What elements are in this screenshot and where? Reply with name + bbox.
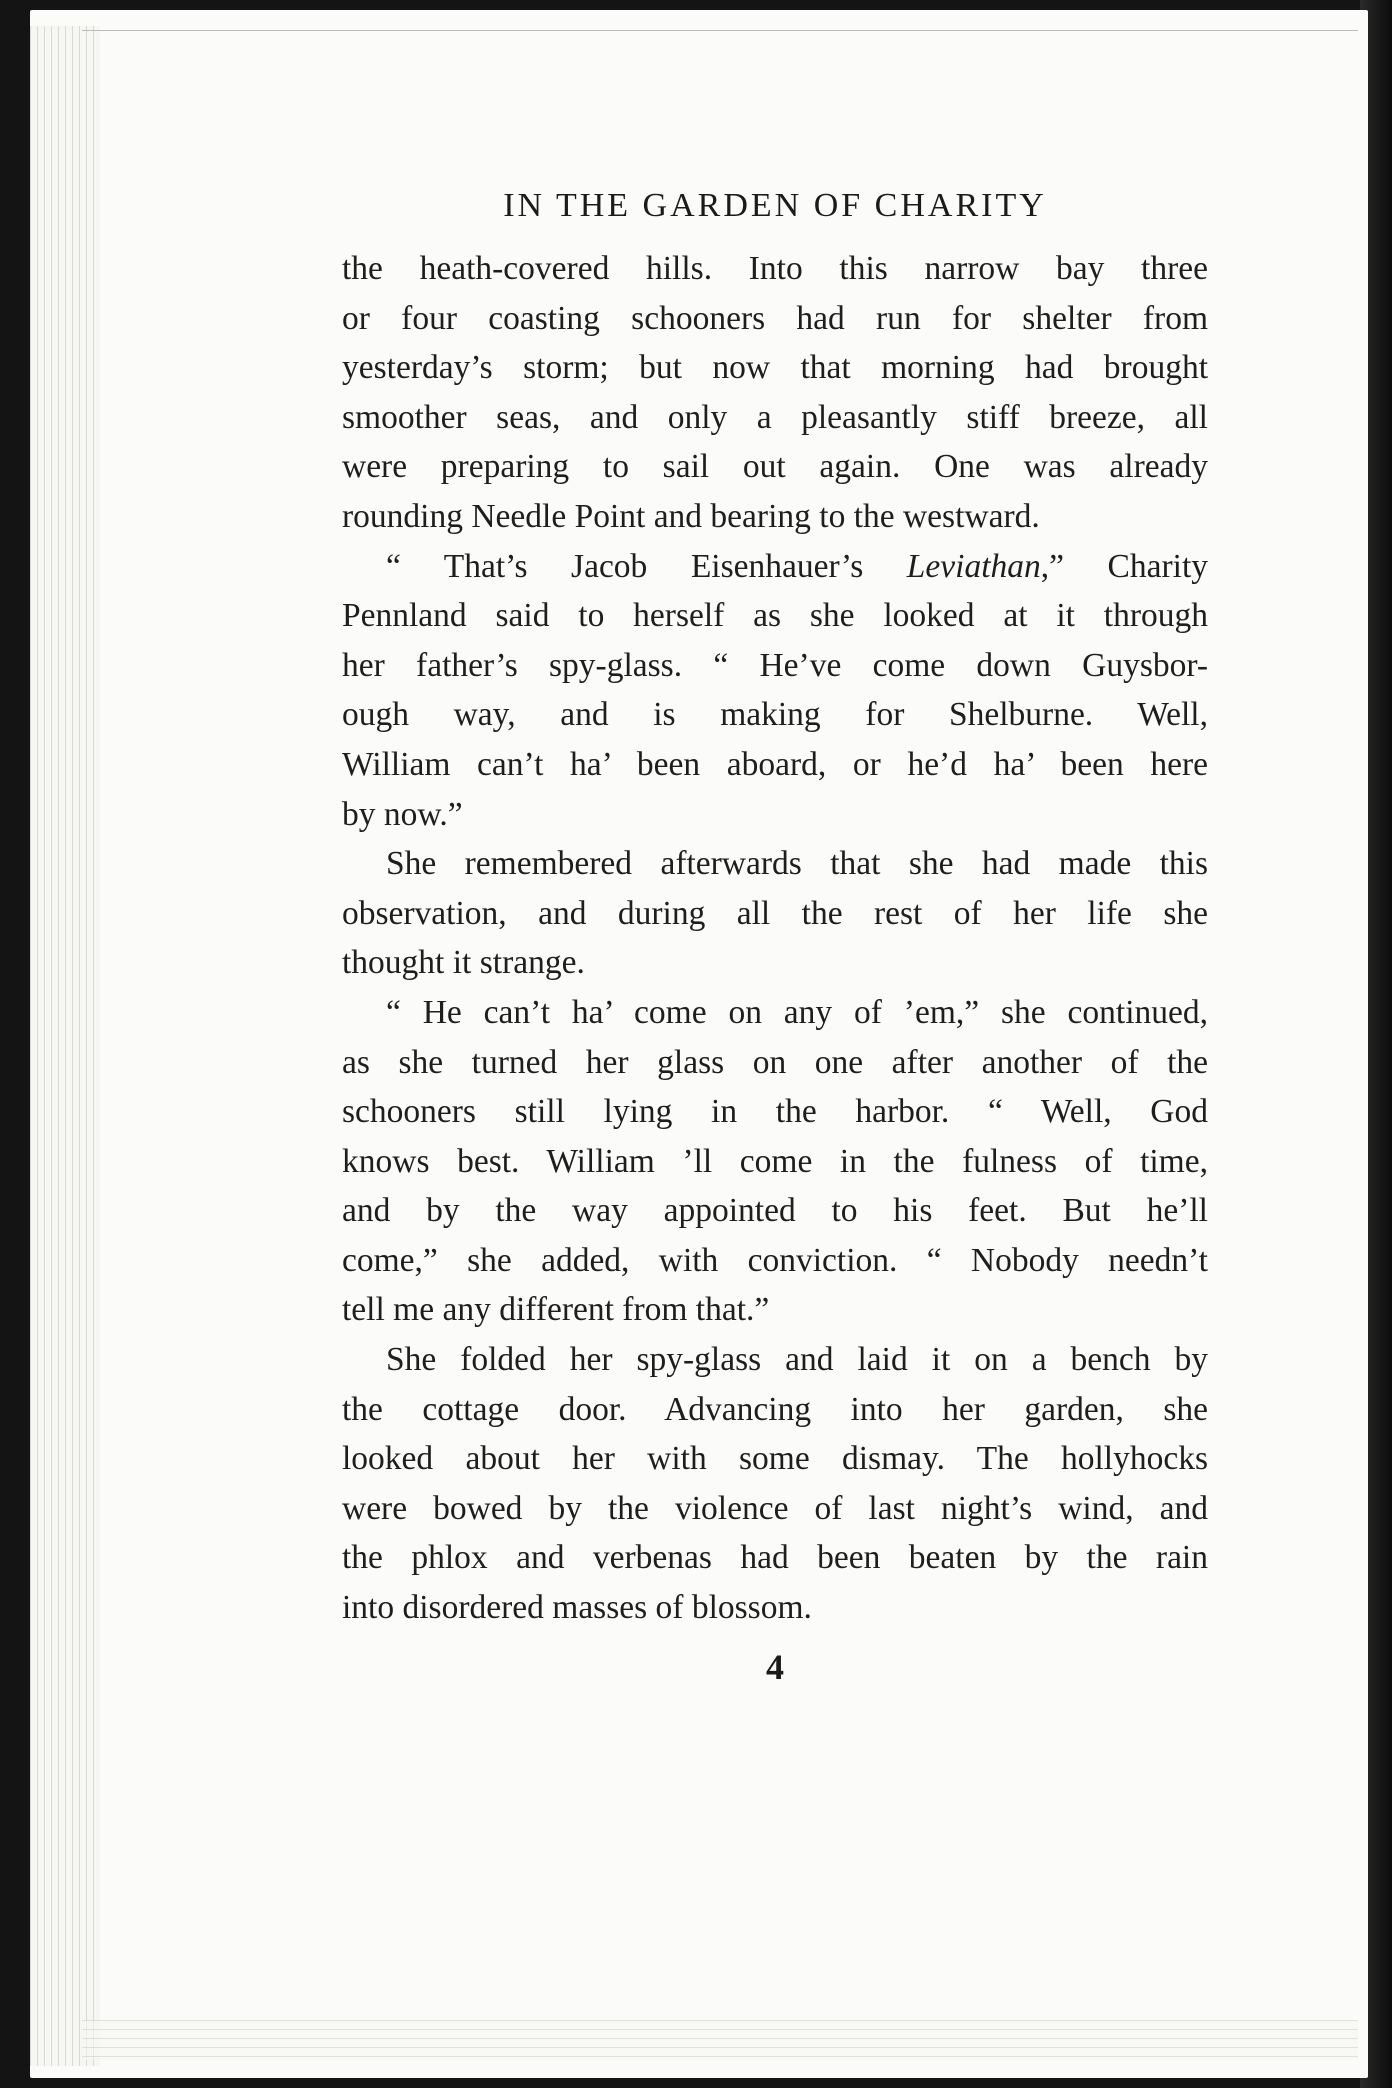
paragraph [342,988,1208,1335]
text-line: yesterday’s storm; but now that morning had brought [342,349,1208,387]
text-line: by now.” [342,795,463,833]
text-line: thought it strange. [342,944,585,982]
text-line: her father’s spy-glass. “ He’ve come down Guysbor- [342,646,1208,684]
paragraph [342,542,1208,840]
text-line: the heath-covered hills. Into this narrow bay three [342,250,1208,287]
text-line: come,” she added, with conviction. “ Nobody needn’t [342,1241,1208,1279]
text-line: looked about her with some dismay. The hollyhocks [342,1440,1208,1478]
text-body [342,244,1208,1633]
page-edges-left [30,26,100,2066]
text-line: were bowed by the violence of last night’s wind, and [342,1489,1208,1527]
text-line: the phlox and verbenas had been beaten by the rain [342,1539,1208,1577]
text-line: as she turned her glass on one after another of the [342,1043,1208,1081]
text-line: knows best. William ’ll come in the fulness of time, [342,1142,1208,1180]
paragraph [342,839,1208,988]
page-edges-bottom [82,2020,1358,2060]
page-edge-top [82,30,1358,31]
text-line: “ He can’t ha’ come on any of ’em,” she continued, [386,993,1208,1031]
text-line: tell me any different from that.” [342,1291,770,1329]
text-line: or four coasting schooners had run for shelter from [342,299,1208,337]
text-line: William can’t ha’ been aboard, or he’d ha’ been here [342,745,1208,783]
text-line: “ That’s Jacob Eisenhauer’s Leviathan,” Charity [386,547,1208,585]
text-line: observation, and during all the rest of her life she [342,894,1208,932]
text-line: rounding Needle Point and bearing to the westward. [342,497,1040,535]
text-line: schooners still lying in the harbor. “ Well, God [342,1093,1208,1131]
text-line: and by the way appointed to his feet. But he’ll [342,1192,1208,1230]
ship-name: Leviathan [906,547,1041,585]
text-line: into disordered masses of blossom. [342,1589,812,1627]
running-head: IN THE GARDEN OF CHARITY [503,187,1047,224]
text-line: ough way, and is making for Shelburne. Well, [342,696,1208,734]
text-line: were preparing to sail out again. One was already [342,448,1208,486]
paragraph [342,244,1208,542]
text-line: the cottage door. Advancing into her garden, she [342,1390,1208,1428]
paragraph [342,1335,1208,1633]
text-line: She folded her spy-glass and laid it on a bench by [386,1341,1208,1379]
text-line: Pennland said to herself as she looked at it through [342,597,1208,635]
text-line: She remembered afterwards that she had made this [386,845,1208,883]
text-line: smoother seas, and only a pleasantly stiff breeze, all [342,398,1208,436]
page-number: 4 [766,1646,784,1687]
page-content [342,178,1208,1693]
